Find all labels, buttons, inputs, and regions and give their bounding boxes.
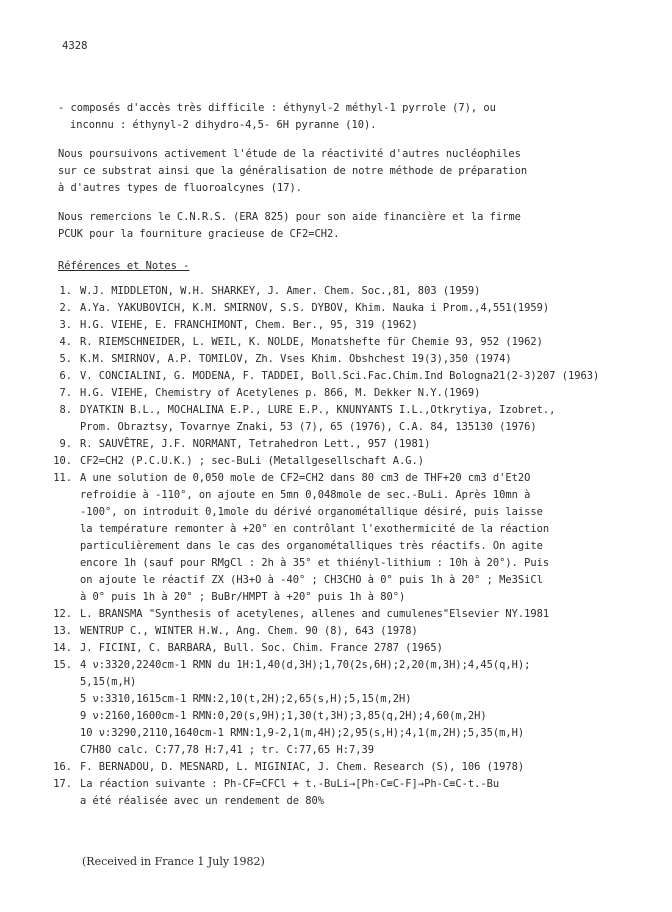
reference-line: R. RIEMSCHNEIDER, L. WEIL, K. NOLDE, Monatshefte für Chemie 93, 952 (1962) [80,336,543,348]
reference-text [80,283,622,300]
reference-number: 6. [59,370,72,382]
reference-line: CF2=CH2 (P.C.U.K.) ; sec-BuLi (Metallgesellschaft A.G.) [80,455,425,467]
reference-number: 11. [53,472,72,484]
reference-item [52,385,622,402]
reference-number: 14. [53,642,72,654]
text-line: - composés d'accès très difficile : éthynyl-2 méthyl-1 pyrrole (7), ou [58,102,496,114]
reference-line: W.J. MIDDLETON, W.H. SHARKEY, J. Amer. Chem. Soc.,81, 803 (1959) [80,285,481,297]
reference-text [80,470,622,606]
reference-line: DYATKIN B.L., MOCHALINA E.P., LURE E.P., KNUNYANTS I.L.,Otkrytiya, Izobret., [80,404,556,416]
reference-line: J. FICINI, C. BARBARA, Bull. Soc. Chim. France 2787 (1965) [80,642,443,654]
references-list [52,283,622,810]
reference-line: on ajoute le réactif ZX (H3+O à -40° ; CH3CHO à 0° puis 1h à 20° ; Me3SiCl [80,574,543,586]
reference-text [80,334,622,351]
paragraph-acknowledgements [58,209,618,243]
text-line: à d'autres types de fluoroalcynes (17). [58,182,302,194]
reference-line: L. BRANSMA "Synthesis of acetylenes, allenes and cumulenes"Elsevier NY.1981 [80,608,550,620]
reference-line: F. BERNADOU, D. MESNARD, L. MIGINIAC, J. Chem. Research (S), 106 (1978) [80,761,525,773]
reference-line: V. CONCIALINI, G. MODENA, F. TADDEI, Boll.Sci.Fac.Chim.Ind Bologna21(2-3)207 (1963) [80,370,600,382]
reference-line: C7H8O calc. C:77,78 H:7,41 ; tr. C:77,65 H:7,39 [80,744,375,756]
reference-text [80,657,622,759]
reference-item [52,606,622,623]
reference-item [52,334,622,351]
reference-item [52,436,622,453]
reference-number: 17. [53,778,72,790]
reference-item [52,402,622,436]
reference-number: 9. [59,438,72,450]
text-line: Nous poursuivons activement l'étude de la réactivité d'autres nucléophiles [58,148,521,160]
reference-line: Prom. Obraztsy, Tovarnye Znaki, 53 (7), 65 (1976), C.A. 84, 135130 (1976) [80,421,537,433]
reference-number: 13. [53,625,72,637]
reference-text [80,300,622,317]
reference-text [80,453,622,470]
reference-item [52,283,622,300]
reference-line: A.Ya. YAKUBOVICH, K.M. SMIRNOV, S.S. DYBOV, Khim. Nauka i Prom.,4,551(1959) [80,302,550,314]
reference-line: 4 ν:3320,2240cm-1 RMN du 1H:1,40(d,3H);1,70(2s,6H);2,20(m,3H);4,45(q,H); [80,659,531,671]
reference-number: 2. [59,302,72,314]
reference-number: 15. [53,659,72,671]
reference-number: 10. [53,455,72,467]
reference-item [52,776,622,810]
reference-text [80,317,622,334]
reference-line: a été réalisée avec un rendement de 80% [80,795,324,807]
reference-text [80,368,622,385]
page-number: 4328 [62,40,88,52]
text-line: Nous remercions le C.N.R.S. (ERA 825) pour son aide financière et la firme [58,211,521,223]
reference-item [52,470,622,606]
reference-item [52,317,622,334]
reference-item [52,657,622,759]
reference-line: H.G. VIEHE, Chemistry of Acetylenes p. 866, M. Dekker N.Y.(1969) [80,387,481,399]
reference-item [52,640,622,657]
reference-number: 5. [59,353,72,365]
reference-item [52,759,622,776]
reference-number: 4. [59,336,72,348]
reference-line: 9 ν:2160,1600cm-1 RMN:0,20(s,9H);1,30(t,3H);3,85(q,2H);4,60(m,2H) [80,710,487,722]
reference-number: 7. [59,387,72,399]
reference-text [80,759,622,776]
received-date: (Received in France 1 July 1982) [82,855,265,868]
reference-line: 5,15(m,H) [80,676,137,688]
reference-number: 12. [53,608,72,620]
paragraph-compounds [58,100,618,134]
reference-line: H.G. VIEHE, E. FRANCHIMONT, Chem. Ber., 95, 319 (1962) [80,319,418,331]
reference-text [80,385,622,402]
references-heading [58,258,618,275]
reference-line: 10 ν:3290,2110,1640cm-1 RMN:1,9-2,1(m,4H);2,95(s,H);4,1(m,2H);5,35(m,H) [80,727,525,739]
reference-number: 3. [59,319,72,331]
text-line: inconnu : éthynyl-2 dihydro-4,5- 6H pyranne (10). [70,119,377,131]
reference-text [80,402,622,436]
reference-text [80,606,622,623]
reference-line: particulièrement dans le cas des organométalliques très réactifs. On agite [80,540,543,552]
reference-line: à 0° puis 1h à 20° ; BuBr/HMPT à +20° puis 1h à 80°) [80,591,406,603]
reference-line: -100°, on introduit 0,1mole du dérivé organométallique désiré, puis laisse [80,506,543,518]
text-line: sur ce substrat ainsi que la généralisation de notre méthode de préparation [58,165,528,177]
reference-text [80,776,622,810]
section-heading: Références et Notes - [58,260,190,272]
reference-line: A une solution de 0,050 mole de CF2=CH2 dans 80 cm3 de THF+20 cm3 d'Et2O [80,472,531,484]
reference-item [52,453,622,470]
reference-item [52,623,622,640]
text-line: PCUK pour la fourniture gracieuse de CF2=CH2. [58,228,340,240]
reference-line: refroidie à -110°, on ajoute en 5mn 0,048mole de sec.-BuLi. Après 10mn à [80,489,531,501]
reference-text [80,351,622,368]
reference-text [80,640,622,657]
reference-item [52,300,622,317]
reference-number: 16. [53,761,72,773]
paragraph-future-work [58,146,618,197]
reference-text [80,623,622,640]
reference-line: encore 1h (sauf pour RMgCl : 2h à 35° et thiényl-lithium : 10h à 20°). Puis [80,557,550,569]
reference-line: K.M. SMIRNOV, A.P. TOMILOV, Zh. Vses Khim. Obshchest 19(3),350 (1974) [80,353,512,365]
reference-item [52,368,622,385]
reference-text [80,436,622,453]
reference-number: 8. [59,404,72,416]
reference-number: 1. [59,285,72,297]
reference-line: 5 ν:3310,1615cm-1 RMN:2,10(t,2H);2,65(s,H);5,15(m,2H) [80,693,412,705]
reference-line: La réaction suivante : Ph-CF=CFCl + t.-BuLi→[Ph-C≡C-F]→Ph-C≡C-t.-Bu [80,778,500,790]
reference-line: R. SAUVÊTRE, J.F. NORMANT, Tetrahedron Lett., 957 (1981) [80,438,431,450]
reference-item [52,351,622,368]
reference-line: WENTRUP C., WINTER H.W., Ang. Chem. 90 (8), 643 (1978) [80,625,418,637]
reference-line: la température remonter à +20° en contrôlant l'exothermicité de la réaction [80,523,550,535]
